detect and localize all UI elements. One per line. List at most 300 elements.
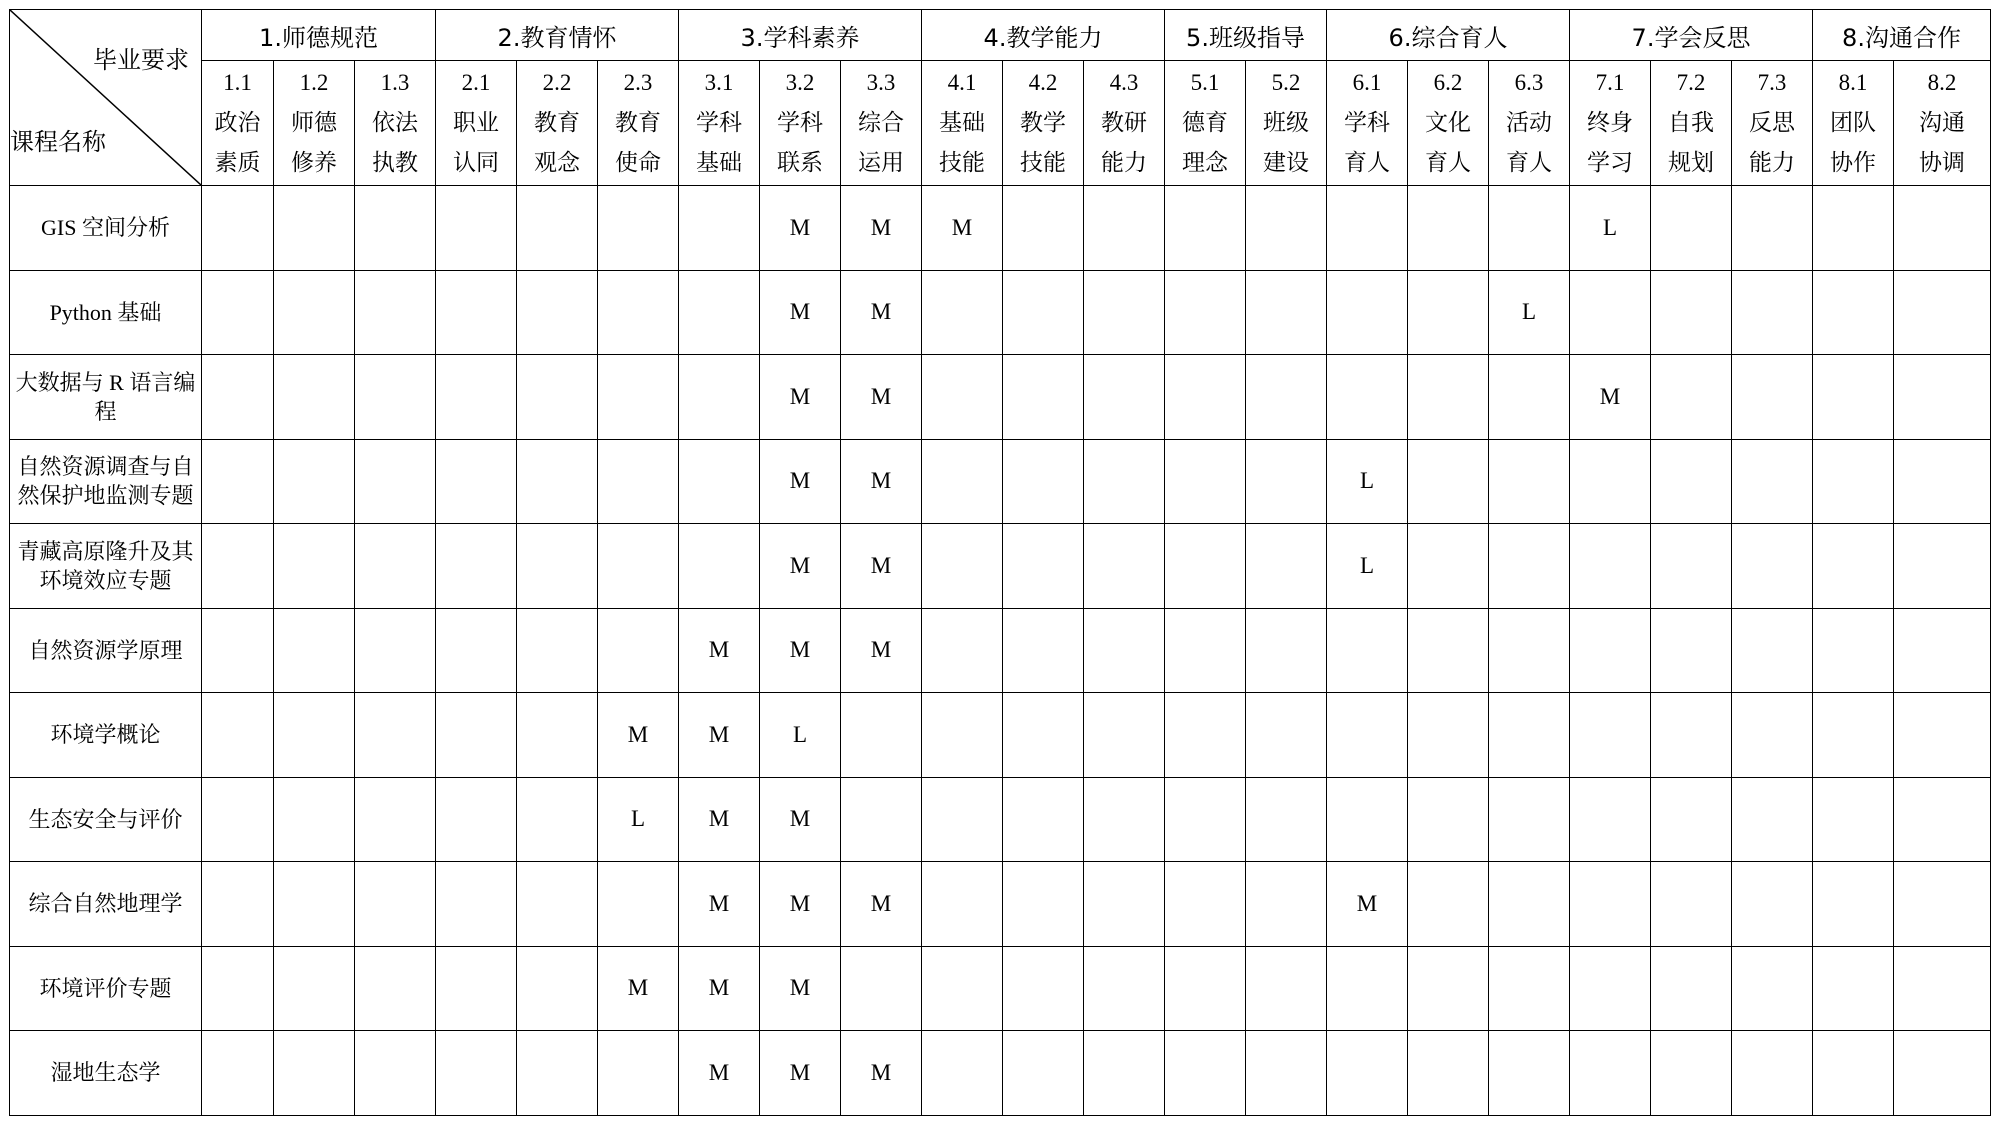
support-level-cell	[1732, 946, 1813, 1031]
support-level-cell: M	[679, 693, 760, 778]
support-level-cell	[598, 524, 679, 609]
support-level-cell: M	[841, 862, 922, 947]
sub-requirement-label: 德育	[1182, 110, 1228, 135]
sub-requirement-number: 7.2	[1676, 70, 1706, 95]
support-level-cell	[202, 946, 274, 1031]
sub-requirement-label: 教育	[615, 110, 661, 135]
support-level-cell	[1894, 355, 1991, 440]
support-level-cell	[1651, 608, 1732, 693]
support-level-cell	[598, 1031, 679, 1116]
course-name-cell: 自然资源调查与自然保护地监测专题	[10, 439, 202, 524]
sub-requirement-number: 2.1	[461, 70, 491, 95]
course-name-cell: 自然资源学原理	[10, 608, 202, 693]
support-level-cell	[1732, 777, 1813, 862]
sub-requirement-label: 职业	[453, 110, 499, 135]
requirement-group-header: 7.学会反思	[1570, 10, 1813, 61]
course-name-cell: Python 基础	[10, 270, 202, 355]
support-level-cell	[436, 1031, 517, 1116]
support-level-cell	[1084, 777, 1165, 862]
support-level-cell	[922, 608, 1003, 693]
support-level-cell	[922, 355, 1003, 440]
support-level-cell: M	[760, 1031, 841, 1116]
sub-requirement-label: 综合	[858, 110, 904, 135]
support-level-cell	[922, 1031, 1003, 1116]
support-level-cell	[202, 439, 274, 524]
sub-requirement-number: 3.3	[866, 70, 896, 95]
support-level-cell	[517, 1031, 598, 1116]
course-name-cell: 环境评价专题	[10, 946, 202, 1031]
support-level-cell	[1246, 862, 1327, 947]
support-level-cell	[436, 355, 517, 440]
sub-requirement-label: 运用	[858, 150, 904, 175]
support-level-cell	[1327, 186, 1408, 271]
sub-requirement-header	[202, 61, 274, 186]
sub-requirement-label: 终身	[1587, 110, 1633, 135]
sub-requirement-number: 2.3	[623, 70, 653, 95]
sub-requirement-label: 观念	[534, 150, 580, 175]
sub-requirement-number: 7.1	[1595, 70, 1625, 95]
requirement-group-header: 4.教学能力	[922, 10, 1165, 61]
support-level-cell	[1570, 777, 1651, 862]
support-level-cell	[1570, 608, 1651, 693]
sub-requirement-label: 活动	[1506, 110, 1552, 135]
sub-requirement-label: 教育	[534, 110, 580, 135]
sub-requirement-label: 学科	[696, 110, 742, 135]
support-level-cell	[1489, 355, 1570, 440]
sub-requirement-label: 育人	[1425, 150, 1471, 175]
sub-requirement-label: 班级	[1263, 110, 1309, 135]
support-level-cell	[274, 693, 355, 778]
support-level-cell	[1408, 355, 1489, 440]
table-row	[10, 608, 1991, 693]
support-level-cell: M	[598, 946, 679, 1031]
sub-requirement-label: 教学	[1020, 110, 1066, 135]
support-level-cell	[1813, 270, 1894, 355]
support-level-cell	[1813, 355, 1894, 440]
sub-requirement-header	[517, 61, 598, 186]
support-level-cell	[202, 270, 274, 355]
support-level-cell	[1894, 946, 1991, 1031]
support-level-cell	[517, 355, 598, 440]
support-level-cell	[436, 946, 517, 1031]
sub-requirement-label: 联系	[777, 150, 823, 175]
support-level-cell	[1165, 186, 1246, 271]
support-level-cell	[1327, 1031, 1408, 1116]
support-level-cell: M	[841, 355, 922, 440]
support-level-cell	[1651, 862, 1732, 947]
sub-requirement-label: 自我	[1668, 110, 1714, 135]
support-level-cell	[1003, 439, 1084, 524]
sub-requirement-label: 教研	[1101, 110, 1147, 135]
support-level-cell	[274, 1031, 355, 1116]
support-level-cell	[1489, 777, 1570, 862]
support-level-cell	[1246, 777, 1327, 862]
support-level-cell	[517, 439, 598, 524]
support-level-cell	[1813, 524, 1894, 609]
support-level-cell	[274, 270, 355, 355]
support-level-cell	[517, 186, 598, 271]
support-level-cell	[1651, 439, 1732, 524]
support-level-cell: M	[760, 608, 841, 693]
sub-requirement-label: 能力	[1749, 150, 1795, 175]
support-level-cell	[1489, 524, 1570, 609]
support-level-cell	[679, 524, 760, 609]
support-level-cell	[1084, 693, 1165, 778]
support-level-cell	[1165, 524, 1246, 609]
sub-requirement-number: 1.2	[299, 70, 329, 95]
support-level-cell	[1813, 862, 1894, 947]
support-level-cell	[1894, 1031, 1991, 1116]
support-level-cell	[274, 862, 355, 947]
support-level-cell	[1246, 186, 1327, 271]
support-level-cell: M	[841, 439, 922, 524]
sub-requirement-header	[355, 61, 436, 186]
support-level-cell	[679, 439, 760, 524]
support-level-cell	[1732, 693, 1813, 778]
support-level-cell	[1084, 862, 1165, 947]
support-level-cell	[679, 270, 760, 355]
support-level-cell	[1489, 1031, 1570, 1116]
support-level-cell: M	[679, 946, 760, 1031]
support-level-cell	[202, 777, 274, 862]
support-level-cell	[1894, 524, 1991, 609]
sub-requirement-label: 认同	[453, 150, 499, 175]
support-level-cell	[355, 355, 436, 440]
support-level-cell	[1327, 777, 1408, 862]
course-name-cell: 环境学概论	[10, 693, 202, 778]
support-level-cell: L	[1489, 270, 1570, 355]
support-level-cell	[1732, 439, 1813, 524]
sub-requirement-label: 建设	[1263, 150, 1309, 175]
support-level-cell	[1003, 355, 1084, 440]
support-level-cell	[1570, 1031, 1651, 1116]
support-level-cell	[355, 862, 436, 947]
sub-requirement-label: 修养	[291, 150, 337, 175]
support-level-cell	[202, 1031, 274, 1116]
sub-requirement-label: 学习	[1587, 150, 1633, 175]
support-level-cell	[598, 270, 679, 355]
support-level-cell	[1408, 946, 1489, 1031]
sub-requirement-number: 4.1	[947, 70, 977, 95]
support-level-cell	[1084, 355, 1165, 440]
course-name-cell: 大数据与 R 语言编程	[10, 355, 202, 440]
support-level-cell	[1813, 693, 1894, 778]
support-level-cell: M	[598, 693, 679, 778]
sub-requirement-label: 育人	[1506, 150, 1552, 175]
support-level-cell	[1084, 524, 1165, 609]
support-level-cell	[1003, 693, 1084, 778]
sub-requirement-label: 规划	[1668, 150, 1714, 175]
support-level-cell: M	[841, 524, 922, 609]
support-level-cell: M	[841, 186, 922, 271]
table-row	[10, 439, 1991, 524]
sub-requirement-header	[760, 61, 841, 186]
sub-requirement-number: 5.2	[1271, 70, 1301, 95]
support-level-cell	[679, 186, 760, 271]
requirement-group-header: 5.班级指导	[1165, 10, 1327, 61]
sub-requirement-label: 协调	[1919, 150, 1965, 175]
support-level-cell	[436, 270, 517, 355]
support-level-cell	[1408, 270, 1489, 355]
sub-requirement-number: 8.2	[1927, 70, 1957, 95]
support-level-cell: L	[1570, 186, 1651, 271]
support-level-cell	[1651, 946, 1732, 1031]
support-level-cell: M	[922, 186, 1003, 271]
support-level-cell	[1003, 862, 1084, 947]
support-level-cell	[1084, 186, 1165, 271]
sub-requirement-label: 师德	[291, 110, 337, 135]
support-level-cell	[922, 524, 1003, 609]
support-level-cell	[274, 608, 355, 693]
support-level-cell	[1408, 524, 1489, 609]
support-level-cell	[1489, 946, 1570, 1031]
table-body	[10, 186, 1991, 1116]
support-level-cell	[1489, 608, 1570, 693]
support-level-cell: M	[760, 524, 841, 609]
support-level-cell: M	[760, 946, 841, 1031]
support-level-cell	[355, 777, 436, 862]
support-level-cell: M	[679, 777, 760, 862]
support-level-cell	[1651, 777, 1732, 862]
sub-requirement-label: 依法	[372, 110, 418, 135]
support-level-cell	[274, 439, 355, 524]
support-level-cell: M	[760, 439, 841, 524]
support-level-cell: M	[760, 862, 841, 947]
support-level-cell	[1408, 186, 1489, 271]
table-row	[10, 693, 1991, 778]
support-level-cell	[1894, 693, 1991, 778]
sub-requirement-header	[1327, 61, 1408, 186]
support-level-cell	[841, 777, 922, 862]
support-level-cell	[436, 862, 517, 947]
support-level-cell	[517, 946, 598, 1031]
requirement-group-header: 8.沟通合作	[1813, 10, 1991, 61]
support-level-cell	[1732, 862, 1813, 947]
support-level-cell	[517, 693, 598, 778]
support-level-cell	[202, 186, 274, 271]
support-level-cell	[274, 777, 355, 862]
support-level-cell	[1246, 524, 1327, 609]
sub-requirement-header	[841, 61, 922, 186]
support-level-cell	[1570, 439, 1651, 524]
support-level-cell	[1732, 186, 1813, 271]
support-level-cell	[1570, 862, 1651, 947]
support-level-cell	[202, 355, 274, 440]
sub-requirement-number: 4.3	[1109, 70, 1139, 95]
support-level-cell	[436, 693, 517, 778]
support-level-cell	[922, 439, 1003, 524]
support-level-cell	[1732, 608, 1813, 693]
support-level-cell	[1327, 946, 1408, 1031]
support-level-cell	[1165, 693, 1246, 778]
support-level-cell	[922, 946, 1003, 1031]
support-level-cell	[1165, 439, 1246, 524]
table-row	[10, 186, 1991, 271]
support-level-cell	[1570, 693, 1651, 778]
support-level-cell	[517, 862, 598, 947]
sub-requirement-label: 协作	[1830, 150, 1876, 175]
support-level-cell	[1246, 355, 1327, 440]
sub-requirement-number: 3.2	[785, 70, 815, 95]
support-level-cell	[1084, 439, 1165, 524]
support-level-cell	[355, 946, 436, 1031]
support-level-cell: M	[841, 1031, 922, 1116]
support-level-cell	[1651, 186, 1732, 271]
support-level-cell	[1084, 608, 1165, 693]
support-level-cell: M	[760, 186, 841, 271]
requirement-group-header: 1.师德规范	[202, 10, 436, 61]
sub-requirement-label: 执教	[372, 150, 418, 175]
support-level-cell	[1570, 946, 1651, 1031]
support-level-cell: M	[679, 1031, 760, 1116]
support-level-cell: M	[1570, 355, 1651, 440]
support-level-cell	[1246, 439, 1327, 524]
table-row	[10, 524, 1991, 609]
support-level-cell	[598, 608, 679, 693]
support-level-cell	[598, 439, 679, 524]
sub-requirement-header	[1003, 61, 1084, 186]
sub-requirement-number: 4.2	[1028, 70, 1058, 95]
support-level-cell	[1003, 186, 1084, 271]
support-level-cell	[436, 524, 517, 609]
support-level-cell	[1084, 946, 1165, 1031]
support-level-cell	[1813, 186, 1894, 271]
sub-requirement-number: 8.1	[1838, 70, 1868, 95]
table-row	[10, 862, 1991, 947]
sub-requirement-header	[1732, 61, 1813, 186]
support-level-cell	[1651, 1031, 1732, 1116]
sub-requirement-label: 技能	[939, 150, 985, 175]
support-level-cell	[1489, 186, 1570, 271]
sub-requirement-header	[922, 61, 1003, 186]
sub-requirement-label: 使命	[615, 150, 661, 175]
sub-requirement-header	[1084, 61, 1165, 186]
course-requirement-matrix	[9, 9, 1991, 1116]
sub-requirement-header	[1165, 61, 1246, 186]
support-level-cell	[517, 270, 598, 355]
support-level-cell	[1003, 1031, 1084, 1116]
support-level-cell: L	[1327, 524, 1408, 609]
support-level-cell	[1165, 946, 1246, 1031]
course-name-cell: 青藏高原隆升及其环境效应专题	[10, 524, 202, 609]
support-level-cell	[1246, 270, 1327, 355]
sub-requirement-label: 反思	[1749, 110, 1795, 135]
support-level-cell	[1084, 1031, 1165, 1116]
sub-requirement-header	[274, 61, 355, 186]
support-level-cell	[436, 439, 517, 524]
requirement-group-header: 3.学科素养	[679, 10, 922, 61]
support-level-cell	[922, 777, 1003, 862]
support-level-cell	[1003, 608, 1084, 693]
support-level-cell	[1732, 355, 1813, 440]
support-level-cell	[1327, 608, 1408, 693]
sub-requirement-header	[679, 61, 760, 186]
support-level-cell	[1894, 862, 1991, 947]
support-level-cell: M	[760, 777, 841, 862]
support-level-cell	[1732, 524, 1813, 609]
support-level-cell	[1165, 355, 1246, 440]
sub-requirement-label: 学科	[1344, 110, 1390, 135]
table-row	[10, 355, 1991, 440]
sub-requirement-label: 学科	[777, 110, 823, 135]
support-level-cell	[1003, 524, 1084, 609]
sub-requirement-number: 6.2	[1433, 70, 1463, 95]
support-level-cell	[1570, 524, 1651, 609]
requirement-group-header: 6.综合育人	[1327, 10, 1570, 61]
support-level-cell	[841, 946, 922, 1031]
support-level-cell	[517, 608, 598, 693]
support-level-cell	[1651, 270, 1732, 355]
support-level-cell	[1003, 270, 1084, 355]
support-level-cell	[1165, 777, 1246, 862]
sub-requirement-header	[1489, 61, 1570, 186]
sub-requirement-header	[1408, 61, 1489, 186]
support-level-cell	[355, 524, 436, 609]
sub-requirement-label: 育人	[1344, 150, 1390, 175]
support-level-cell	[1489, 862, 1570, 947]
course-name-cell: 综合自然地理学	[10, 862, 202, 947]
table-row	[10, 946, 1991, 1031]
header-group-row	[10, 10, 1991, 61]
support-level-cell	[1165, 608, 1246, 693]
support-level-cell	[1246, 608, 1327, 693]
support-level-cell	[355, 608, 436, 693]
support-level-cell	[1408, 777, 1489, 862]
support-level-cell	[355, 1031, 436, 1116]
sub-requirement-header	[598, 61, 679, 186]
support-level-cell	[1408, 1031, 1489, 1116]
support-level-cell: M	[1327, 862, 1408, 947]
sub-requirement-label: 团队	[1830, 110, 1876, 135]
support-level-cell	[202, 862, 274, 947]
support-level-cell	[1570, 270, 1651, 355]
table-row	[10, 1031, 1991, 1116]
sub-requirement-label: 理念	[1182, 150, 1228, 175]
support-level-cell	[202, 524, 274, 609]
support-level-cell	[679, 355, 760, 440]
support-level-cell	[1894, 186, 1991, 271]
sub-requirement-label: 政治	[214, 110, 261, 135]
sub-requirement-number: 6.3	[1514, 70, 1544, 95]
support-level-cell	[1246, 946, 1327, 1031]
support-level-cell	[1813, 439, 1894, 524]
support-level-cell	[355, 693, 436, 778]
support-level-cell	[598, 862, 679, 947]
support-level-cell	[1408, 693, 1489, 778]
support-level-cell	[1408, 862, 1489, 947]
support-level-cell	[1165, 862, 1246, 947]
support-level-cell	[1894, 270, 1991, 355]
support-level-cell	[1165, 270, 1246, 355]
corner-diagonal-line	[10, 10, 201, 185]
support-level-cell	[274, 186, 355, 271]
course-axis-label: 课程名称	[10, 128, 106, 156]
support-level-cell	[841, 693, 922, 778]
sub-requirement-number: 1.3	[380, 70, 410, 95]
support-level-cell	[436, 186, 517, 271]
support-level-cell	[1003, 777, 1084, 862]
sub-requirement-number: 6.1	[1352, 70, 1382, 95]
support-level-cell	[517, 777, 598, 862]
sub-requirement-header	[1246, 61, 1327, 186]
support-level-cell	[274, 946, 355, 1031]
support-level-cell	[355, 270, 436, 355]
sub-requirement-header	[436, 61, 517, 186]
support-level-cell	[202, 608, 274, 693]
support-level-cell: M	[841, 270, 922, 355]
sub-requirement-number: 3.1	[704, 70, 734, 95]
support-level-cell	[1732, 1031, 1813, 1116]
